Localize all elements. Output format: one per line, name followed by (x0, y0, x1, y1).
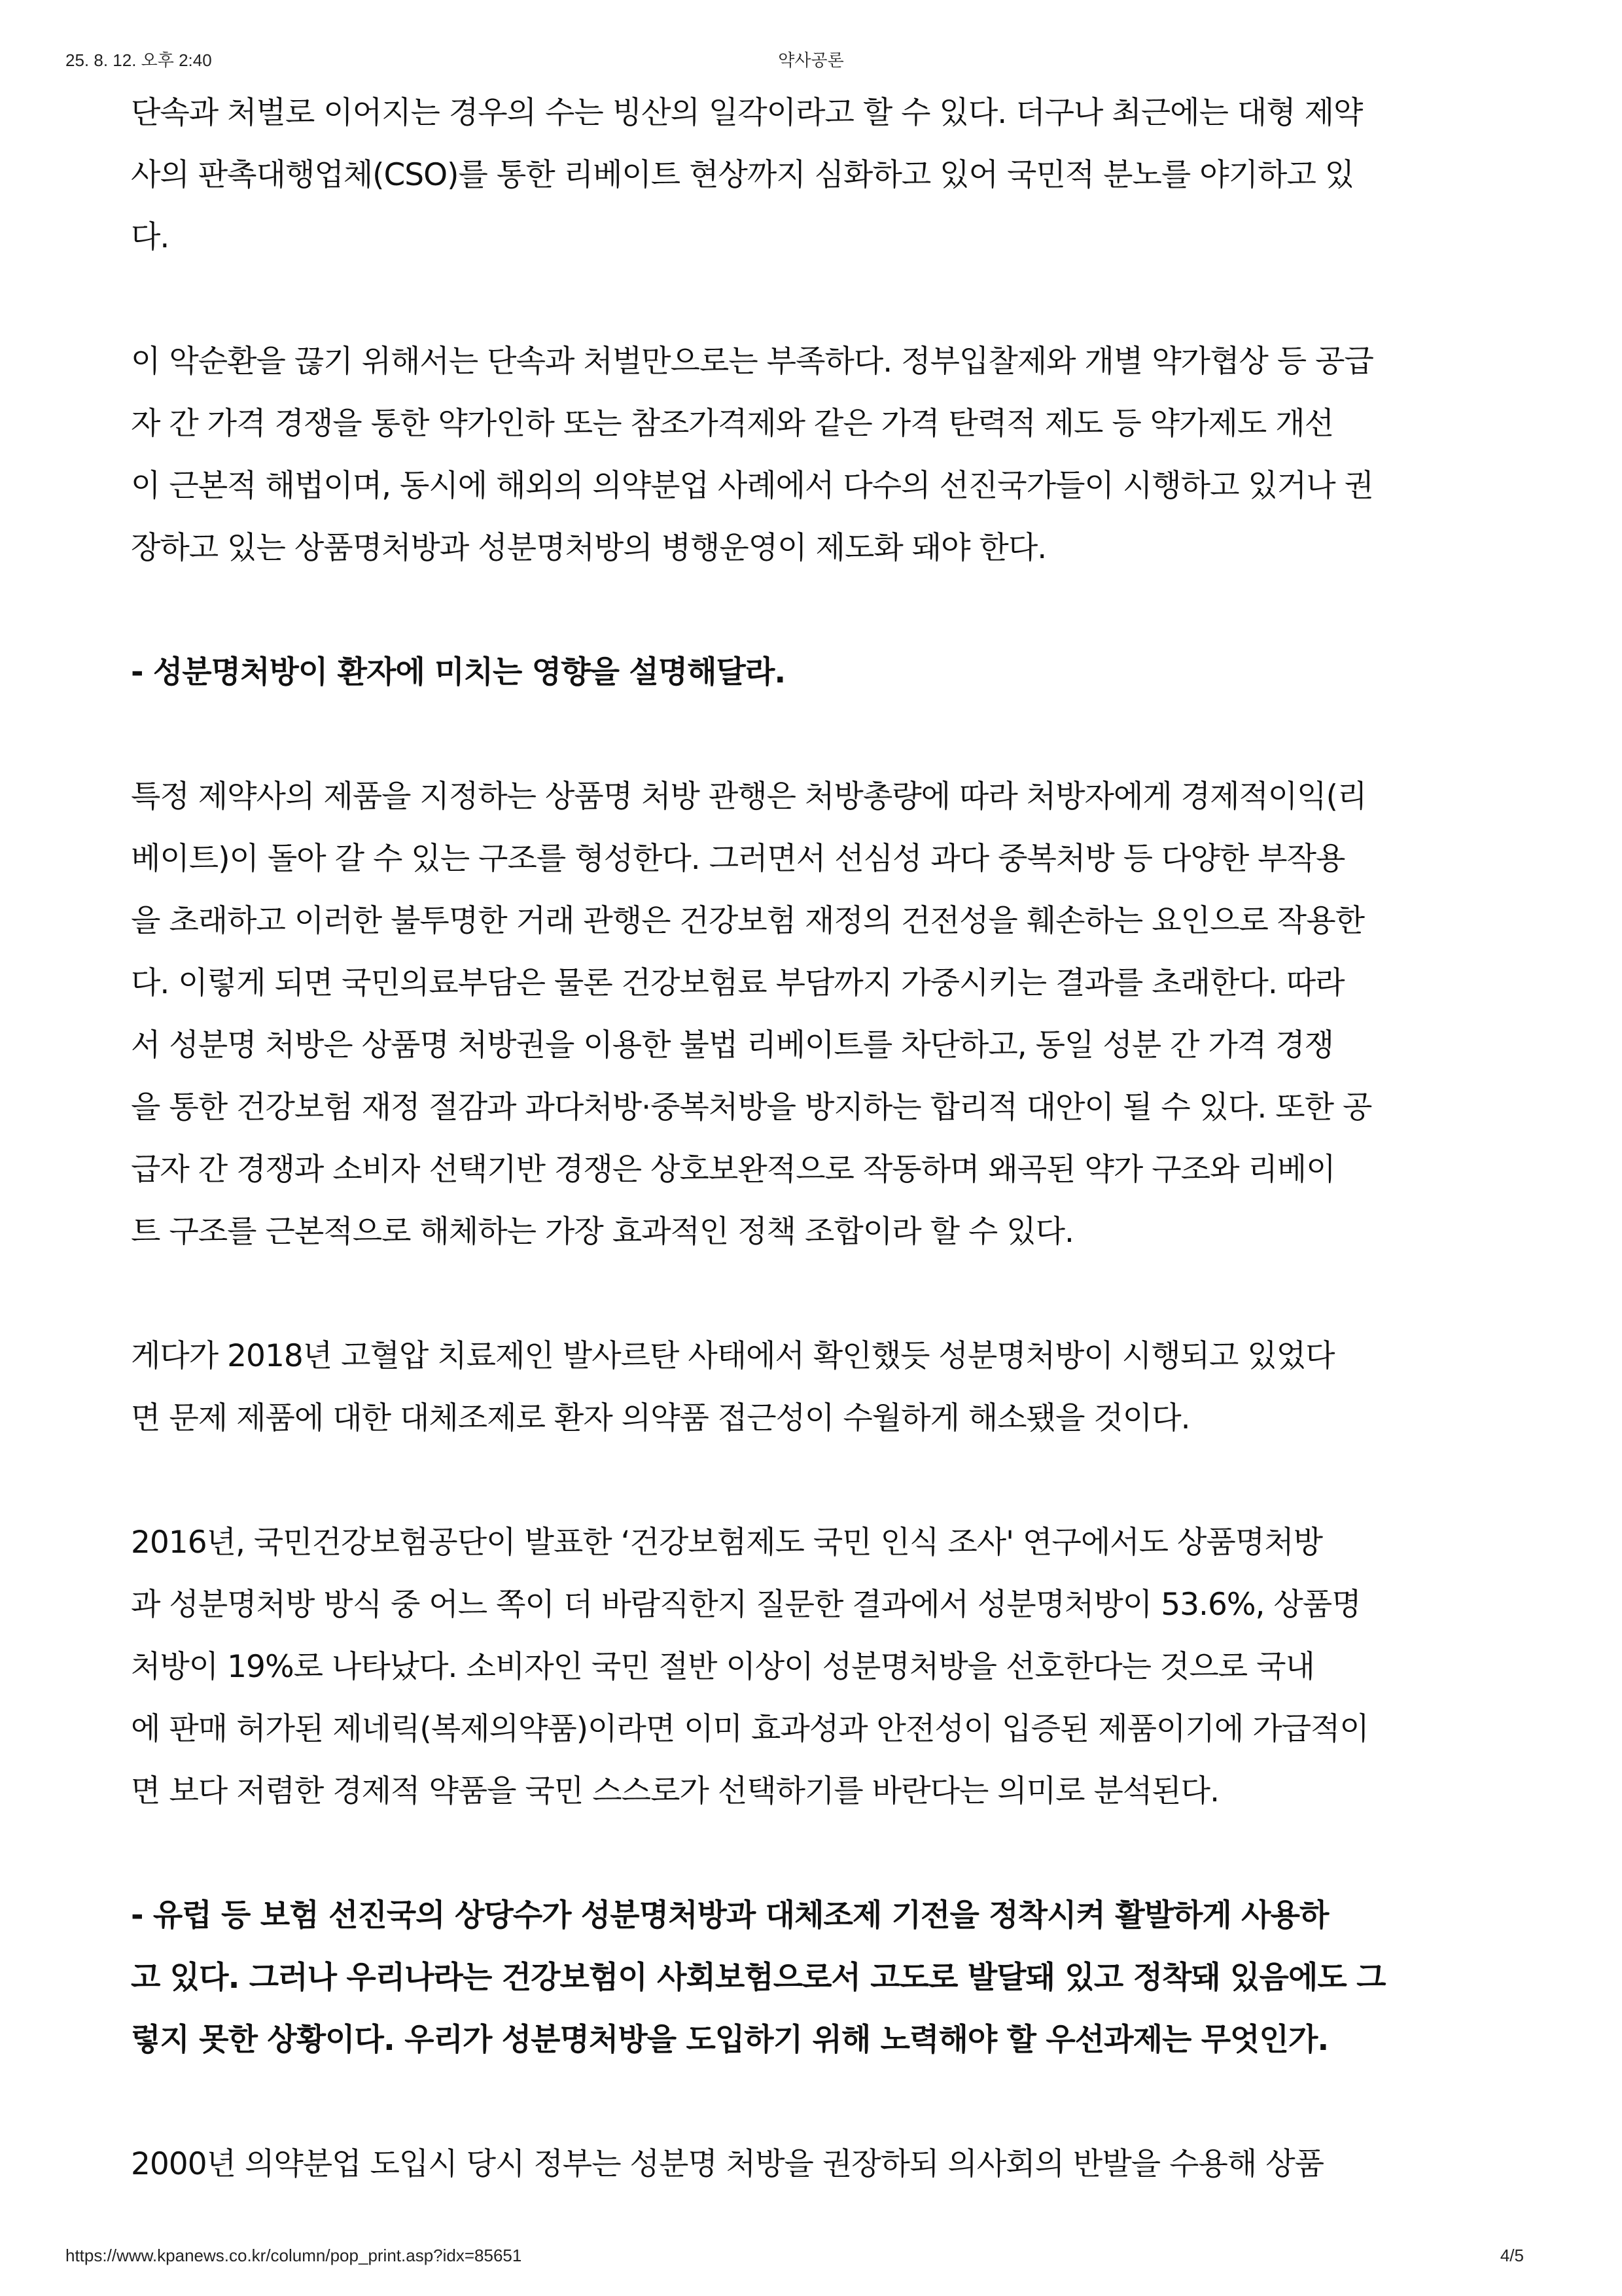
text-line: 단속과 처벌로 이어지는 경우의 수는 빙산의 일각이라고 할 수 있다. 더구나 최근에는 대형 제약 (131, 95, 1363, 131)
print-datetime: 25. 8. 12. 오후 2:40 (65, 50, 212, 70)
text-line: 2000년 의약분업 도입시 당시 정부는 성분명 처방을 권장하되 의사회의 반발을 수용해 상품 (131, 2146, 1324, 2182)
question-line: - 성분명처방이 환자에 미치는 영향을 설명해달라. (131, 654, 786, 690)
interview-question (131, 641, 1518, 703)
article-body (131, 82, 1518, 2257)
print-page-title: 약사공론 (778, 50, 844, 70)
text-line: 과 성분명처방 방식 중 어느 쪽이 더 바람직한지 질문한 결과에서 성분명처방이 53.6%, 상품명 (131, 1587, 1361, 1623)
text-line: 2016년, 국민건강보험공단이 발표한 ‘건강보험제도 국민 인식 조사' 연구에서도 상품명처방 (131, 1525, 1322, 1561)
text-line: 트 구조를 근본적으로 해체하는 가장 효과적인 정책 조합이라 할 수 있다. (131, 1214, 1074, 1250)
page-number: 4/5 (1500, 2246, 1524, 2265)
text-line: 베이트)이 돌아 갈 수 있는 구조를 형성한다. 그러면서 선심성 과다 중복처방 등 다양한 부작용 (131, 841, 1345, 877)
print-footer (0, 2246, 1622, 2272)
text-line: 에 판매 허가된 제네릭(복제의약품)이라면 이미 효과성과 안전성이 입증된 제품이기에 가급적이 (131, 1711, 1369, 1747)
paragraph (131, 330, 1518, 579)
paragraph (131, 766, 1518, 1263)
paragraph (131, 82, 1518, 268)
question-line: - 유럽 등 보험 선진국의 상당수가 성분명처방과 대체조제 기전을 정착시켜 활발하게 사용하 (131, 1898, 1329, 1934)
text-line: 면 보다 저렴한 경제적 약품을 국민 스스로가 선택하기를 바란다는 의미로 분석된다. (131, 1773, 1220, 1809)
print-header (0, 47, 1622, 73)
text-line: 사의 판촉대행업체(CSO)를 통한 리베이트 현상까지 심화하고 있어 국민적 분노를 야기하고 있 (131, 157, 1354, 193)
paragraph (131, 1325, 1518, 1449)
text-line: 다. 이렇게 되면 국민의료부담은 물론 건강보험료 부담까지 가중시키는 결과를 초래한다. 따라 (131, 965, 1345, 1001)
paragraph (131, 1511, 1518, 1822)
text-line: 을 초래하고 이러한 불투명한 거래 관행은 건강보험 재정의 건전성을 훼손하는 요인으로 작용한 (131, 903, 1365, 939)
text-line: 급자 간 경쟁과 소비자 선택기반 경쟁은 상호보완적으로 작동하며 왜곡된 약가 구조와 리베이 (131, 1152, 1335, 1188)
text-line: 이 근본적 해법이며, 동시에 해외의 의약분업 사례에서 다수의 선진국가들이 시행하고 있거나 권 (131, 468, 1373, 504)
text-line: 게다가 2018년 고혈압 치료제인 발사르탄 사태에서 확인했듯 성분명처방이 시행되고 있었다 (131, 1338, 1335, 1374)
text-line: 을 통한 건강보험 재정 절감과 과다처방·중복처방을 방지하는 합리적 대안이 될 수 있다. 또한 공 (131, 1089, 1372, 1125)
text-line: 면 문제 제품에 대한 대체조제로 환자 의약품 접근성이 수월하게 해소됐을 것이다. (131, 1400, 1190, 1436)
text-line: 장하고 있는 상품명처방과 성분명처방의 병행운영이 제도화 돼야 한다. (131, 530, 1047, 566)
question-line: 렇지 못한 상황이다. 우리가 성분명처방을 도입하기 위해 노력해야 할 우선과제는 무엇인가. (131, 2022, 1329, 2058)
text-line: 특정 제약사의 제품을 지정하는 상품명 처방 관행은 처방총량에 따라 처방자에게 경제적이익(리 (131, 779, 1367, 815)
text-line: 처방이 19%로 나타났다. 소비자인 국민 절반 이상이 성분명처방을 선호한다는 것으로 국내 (131, 1649, 1314, 1685)
text-line: 서 성분명 처방은 상품명 처방권을 이용한 불법 리베이트를 차단하고, 동일 성분 간 가격 경쟁 (131, 1027, 1334, 1063)
text-line: 이 악순환을 끊기 위해서는 단속과 처벌만으로는 부족하다. 정부입찰제와 개별 약가협상 등 공급 (131, 344, 1373, 380)
interview-question (131, 1884, 1518, 2071)
text-line: 자 간 가격 경쟁을 통한 약가인하 또는 참조가격제와 같은 가격 탄력적 제도 등 약가제도 개선 (131, 406, 1334, 442)
question-line: 고 있다. 그러나 우리나라는 건강보험이 사회보험으로서 고도로 발달돼 있고 정착돼 있음에도 그 (131, 1960, 1386, 1996)
text-line: 다. (131, 219, 169, 255)
print-url: https://www.kpanews.co.kr/column/pop_print.asp?idx=85651 (65, 2246, 522, 2265)
paragraph (131, 2133, 1518, 2195)
